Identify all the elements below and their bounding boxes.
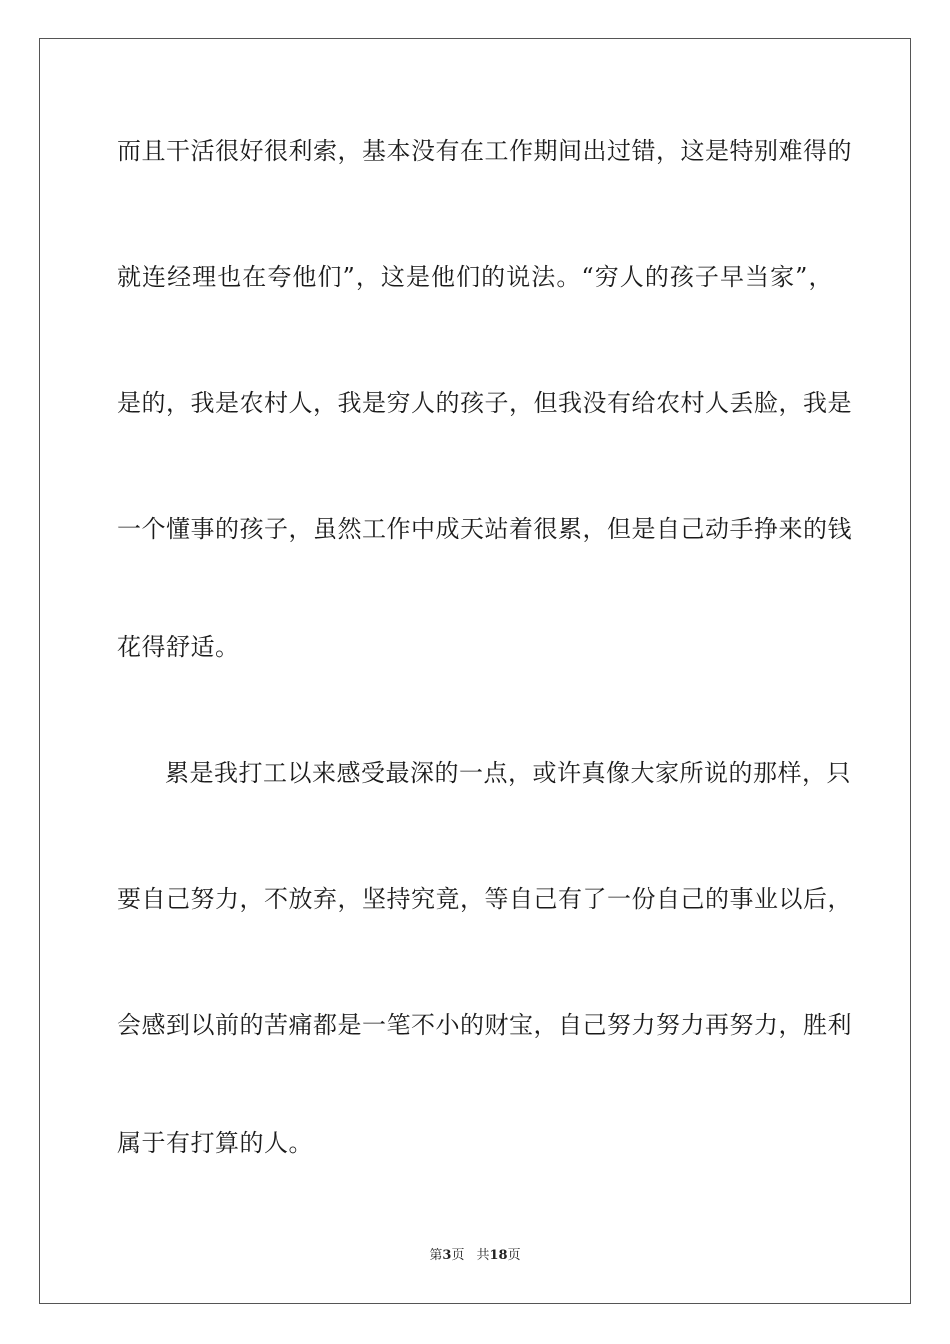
body-line-1: 而且干活很好很利索，基本没有在工作期间出过错，这是特别难得的	[117, 137, 852, 165]
body-line-2: 就连经理也在夸他们”，这是他们的说法。“穷人的孩子早当家”，	[117, 263, 833, 291]
body-line-8: 会感到以前的苦痛都是一笔不小的财宝，自己努力努力再努力，胜利	[117, 1011, 852, 1039]
footer-total-suffix: 页	[507, 1248, 521, 1263]
body-line-5: 花得舒适。	[117, 633, 240, 661]
footer-page-suffix: 页	[451, 1248, 465, 1263]
page-footer	[0, 1248, 950, 1264]
body-line-7: 要自己努力，不放弃，坚持究竟，等自己有了一份自己的事业以后，	[117, 885, 852, 913]
footer-total-pages: 18	[489, 1248, 508, 1263]
footer-page-number: 3	[442, 1248, 452, 1263]
footer-total-prefix: 共	[476, 1248, 490, 1263]
body-line-9: 属于有打算的人。	[117, 1129, 313, 1157]
body-line-4: 一个懂事的孩子，虽然工作中成天站着很累，但是自己动手挣来的钱	[117, 515, 852, 543]
body-line-6: 累是我打工以来感受最深的一点，或许真像大家所说的那样，只	[165, 759, 851, 787]
footer-page-prefix: 第	[429, 1248, 443, 1263]
page-border	[39, 38, 911, 1304]
body-line-3: 是的，我是农村人，我是穷人的孩子，但我没有给农村人丢脸，我是	[117, 389, 852, 417]
